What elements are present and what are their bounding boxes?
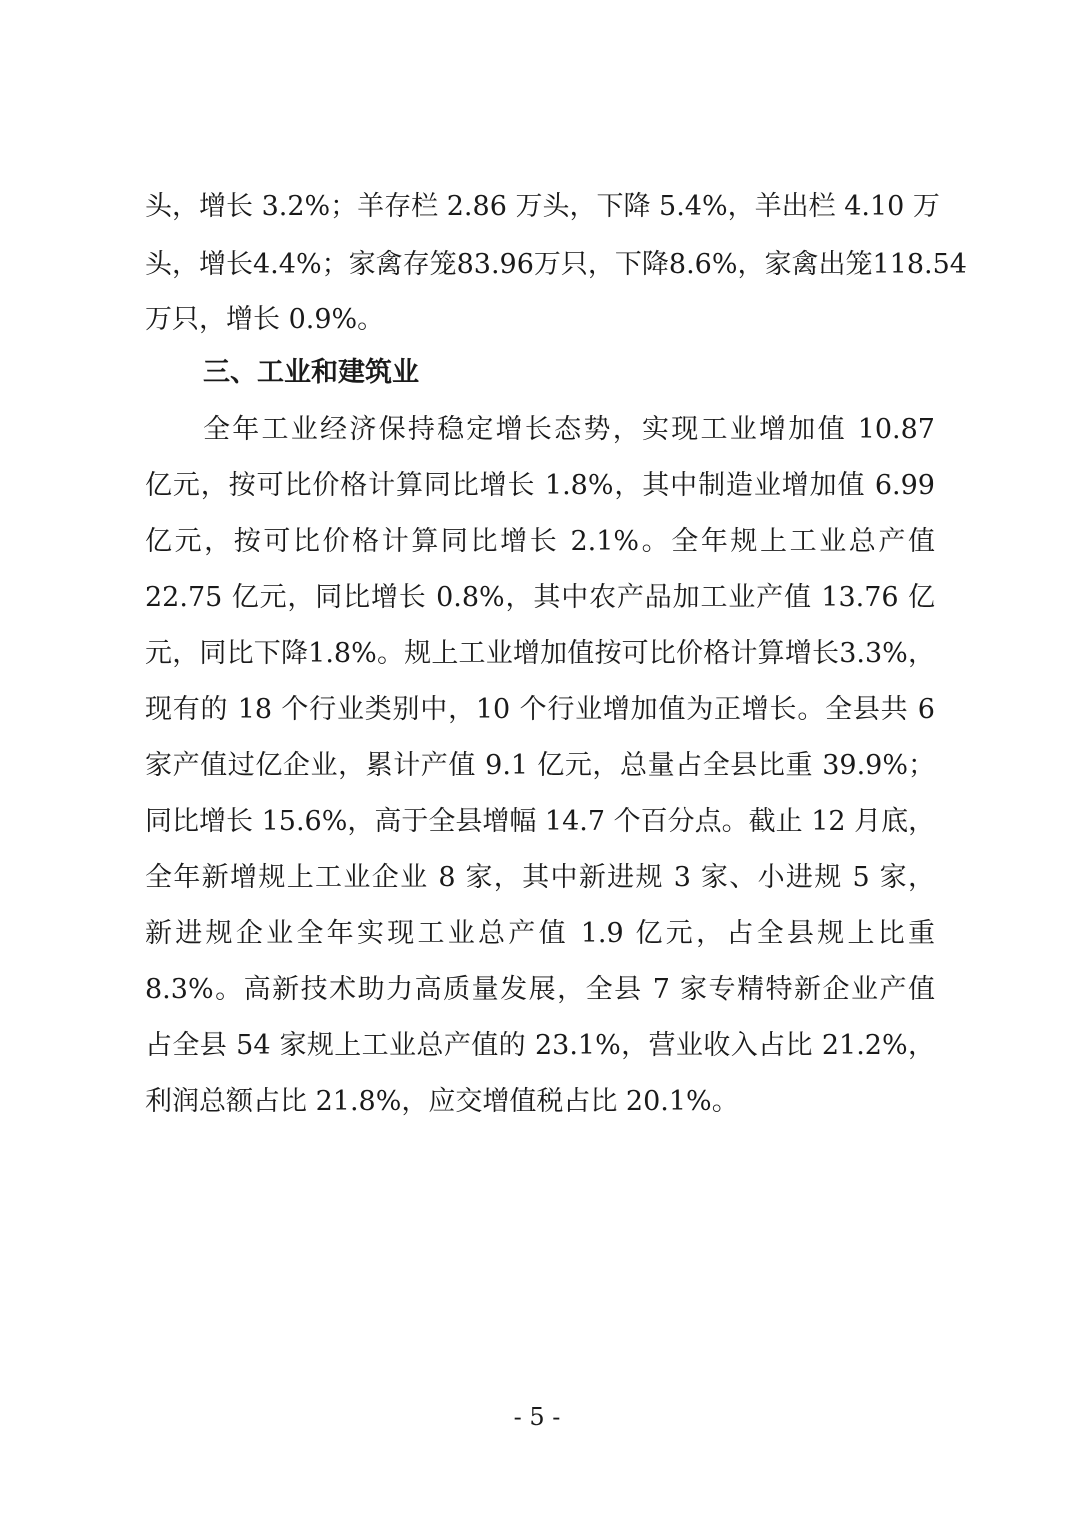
paragraph-line: 新进规企业全年实现工业总产值 1.9 亿元，占全县规上比重 — [145, 918, 935, 949]
paragraph-line: 8.3%。高新技术助力高质量发展，全县 7 家专精特新企业产值 — [145, 974, 935, 1005]
paragraph-line: 万只，增长 0.9%。 — [145, 304, 385, 335]
paragraph-line: 全年新增规上工业企业 8 家，其中新进规 3 家、小进规 5 家， — [145, 862, 935, 893]
paragraph-line: 同比增长 15.6%，高于全县增幅 14.7 个百分点。截止 12 月底， — [145, 806, 936, 837]
paragraph-line: 元，同比下降1.8%。规上工业增加值按可比价格计算增长3.3%， — [145, 638, 935, 669]
paragraph-line: 亿元，按可比价格计算同比增长 1.8%，其中制造业增加值 6.99 — [145, 470, 935, 501]
paragraph-line: 现有的 18 个行业类别中，10 个行业增加值为正增长。全县共 6 — [145, 694, 935, 725]
paragraph-line: 占全县 54 家规上工业总产值的 23.1%，营业收入占比 21.2%， — [145, 1030, 935, 1061]
paragraph-line: 家产值过亿企业，累计产值 9.1 亿元，总量占全县比重 39.9%； — [145, 750, 935, 781]
page-number: - 5 - — [513, 1403, 561, 1431]
paragraph-line: 亿元，按可比价格计算同比增长 2.1%。全年规上工业总产值 — [145, 526, 935, 557]
paragraph-line: 头，增长4.4%；家禽存笼83.96万只，下降8.6%，家禽出笼118.54 — [145, 249, 967, 280]
paragraph-line: 头，增长 3.2%；羊存栏 2.86 万头，下降 5.4%，羊出栏 4.10 万 — [145, 191, 940, 222]
section-heading: 三、工业和建筑业 — [203, 357, 419, 388]
paragraph-line: 22.75 亿元，同比增长 0.8%，其中农产品加工业产值 13.76 亿 — [145, 582, 935, 613]
paragraph-line: 利润总额占比 21.8%，应交增值税占比 20.1%。 — [145, 1086, 739, 1117]
paragraph-line: 全年工业经济保持稳定增长态势，实现工业增加值 10.87 — [203, 414, 935, 445]
